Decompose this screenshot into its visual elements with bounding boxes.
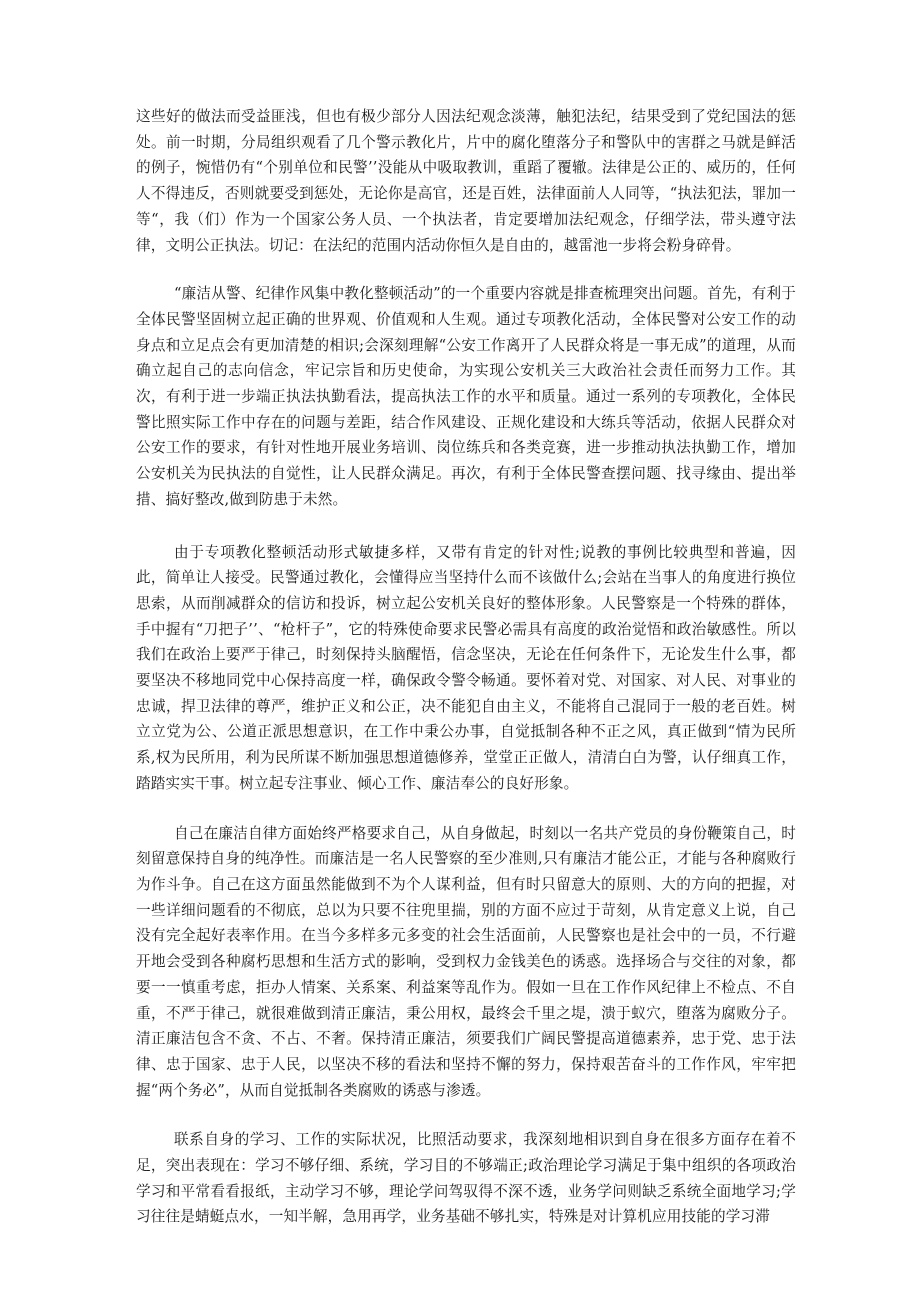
paragraph-4: 自己在廉洁自律方面始终严格要求自己，从自身做起，时刻以一名共产党员的身份鞭策自己，时刻留意保持自身的纯净性。而廉洁是一名人民警察的至少准则,只有廉洁才能公正，才能与各种腐败行为作斗争。自己在这方面虽然能做到不为个人谋利益，但有时只留意大的原则、大的方向的把握，对一些详细问题看的不彻底，总以为只要不往兜里揣，别的方面不应过于苛刻，从肯定意义上说，自己没有完全起好表率作用。在当今多样多元多变的社会生活面前，人民警察也是社会中的一员，不行避开地会受到各种腐朽思想和生活方式的影响，受到权力金钱美色的诱惑。选择场合与交往的对象，都要一一慎重考虑，拒办人情案、关系案、利益案等乱作为。假如一旦在工作作风纪律上不检点、不自重，不严于律己，就很难做到清正廉洁，秉公用权，最终会千里之堤，溃于蚁穴，堕落为腐败分子。清正廉洁包含不贪、不占、不奢。保持清正廉洁，须要我们广阔民警提高道德素养，忠于党、忠于法律、忠于国家、忠于人民，以坚决不移的看法和坚持不懈的努力，保持艰苦奋斗的工作作风，牢牢把握“两个务必”，从而自觉抵制各类腐败的诱惑与渗透。 xyxy=(136,824,796,1099)
document-page xyxy=(136,104,796,1230)
paragraph-gap xyxy=(136,1103,796,1127)
paragraph-2: “廉洁从警、纪律作风集中教化整顿活动”的一个重要内容就是排查梳理突出问题。首先，有利于全体民警坚固树立起正确的世界观、价值观和人生观。通过专项教化活动，全体民警对公安工作的动身点和立足点会有更加清楚的相识;会深刻理解“公安工作离开了人民群众将是一事无成”的道理，从而确立起自己的志向信念，牢记宗旨和历史使命，为实现公安机关三大政治社会责任而努力工作。其次，有利于进一步端正执法执勤看法，提高执法工作的水平和质量。通过一系列的专项教化，全体民警比照实际工作中存在的问题与差距，结合作风建设、正规化建设和大练兵等活动，依据人民群众对公安工作的要求，有针对性地开展业务培训、岗位练兵和各类竞赛，进一步推动执法执勤工作，增加公安机关为民执法的自觉性，让人民群众满足。再次，有利于全体民警查摆问题、找寻缘由、提出举措、搞好整改,做到防患于未然。 xyxy=(136,285,796,508)
paragraph-gap xyxy=(136,513,796,540)
paragraph-5: 联系自身的学习、工作的实际状况，比照活动要求，我深刻地相识到自身在很多方面存在着不足，突出表现在：学习不够仔细、系统，学习目的不够端正;政治理论学习满足于集中组织的各项政治学习和平常看看报纸，主动学习不够，理论学问驾驭得不深不透，业务学问则缺乏系统全面地学习;学习往往是蜻蜓点水，一知半解，急用再学，业务基础不够扎实，特殊是对计算机应用技能的学习滞 xyxy=(136,1131,796,1226)
paragraph-1: 这些好的做法而受益匪浅，但也有极少部分人因法纪观念淡薄，触犯法纪，结果受到了党纪国法的惩处。前一时期，分局组织观看了几个警示教化片，片中的腐化堕落分子和警队中的害群之马就是鲜活的例子，惋惜仍有“个别单位和民警’’没能从中吸取教训，重蹈了覆辙。法律是公正的、威历的，任何人不得违反，否则就要受到惩处，无论你是高官，还是百姓，法律面前人人同等，“执法犯法，罪加一等“，我（们）作为一个国家公务人员、一个执法者，肯定要增加法纪观念，仔细学法，带头遵守法律，文明公正执法。切记：在法纪的范围内活动你恒久是自由的，越雷池一步将会粉身碎骨。 xyxy=(136,108,796,254)
paragraph-gap xyxy=(136,258,796,281)
paragraph-3: 由于专项教化整顿活动形式敏捷多样，又带有肯定的针对性;说教的事例比较典型和普遍，因此，简单让人接受。民警通过教化，会懂得应当坚持什么而不该做什么;会站在当事人的角度进行换位思索，从而削减群众的信访和投诉，树立起公安机关良好的整体形象。人民警察是一个特殊的群体，手中握有“刀把子’’、“枪杆子”，它的特殊使命要求民警必需具有高度的政治觉悟和政治敏感性。所以我们在政治上要严于律己，时刻保持头脑醒悟，信念坚决，无论在任何条件下，无论发生什么事，都要坚决不移地同党中心保持高度一样，确保政令警令畅通。要怀着对党、对国家、对人民、对事业的忠诚，捍卫法律的尊严，维护正义和公正，决不能犯自由主义，不能将自己混同于一般的老百姓。树立立党为公、公道正派思想意识，在工作中秉公办事，自觉抵制各种不正之风，真正做到“情为民所系,权为民所用，利为民所谋不断加强思想道德修养，堂堂正正做人，清清白白为警，认仔细真工作，踏踏实实干事。树立起专注事业、倾心工作、廉洁奉公的良好形象。 xyxy=(136,543,796,792)
paragraph-gap xyxy=(136,797,796,821)
